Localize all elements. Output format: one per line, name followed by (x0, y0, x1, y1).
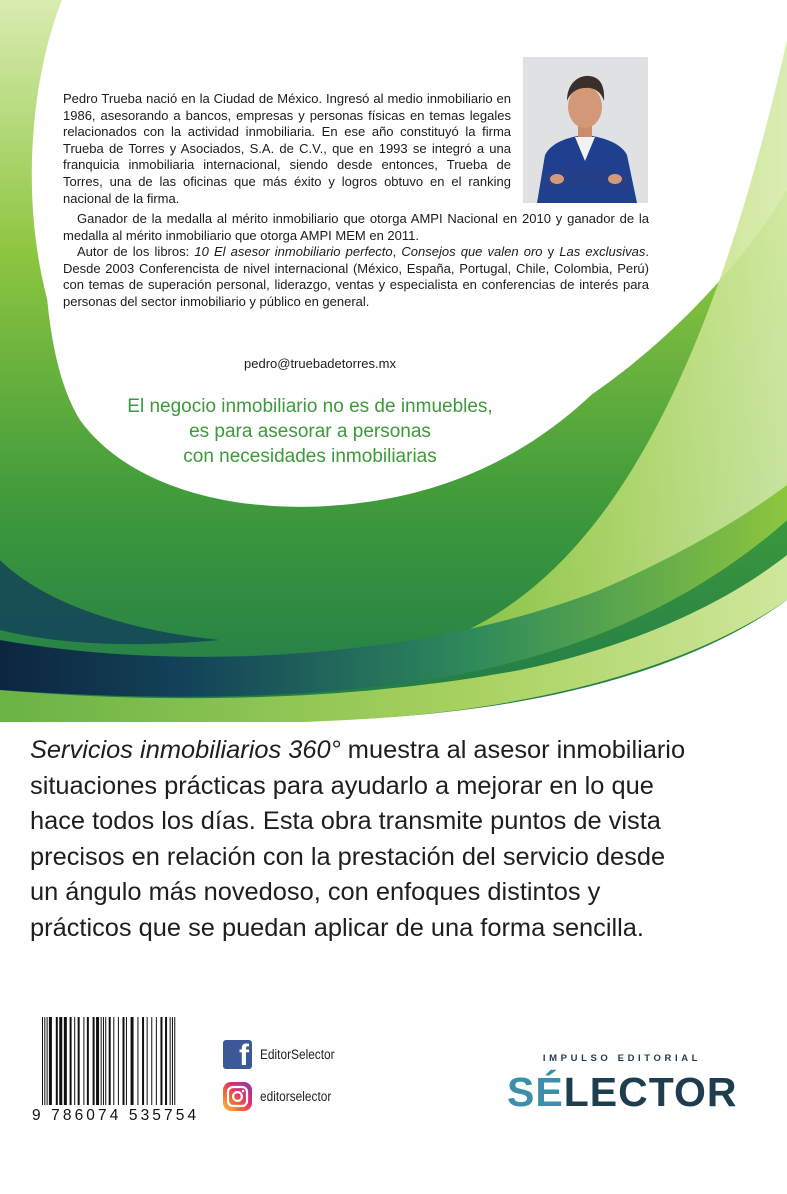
barcode-bar (83, 1017, 84, 1105)
barcode-bar (42, 1017, 43, 1105)
barcode-bar (87, 1017, 89, 1105)
publisher-tagline: IMPULSO EDITORIAL (542, 1053, 702, 1064)
author-bio (63, 91, 511, 207)
instagram-icon (223, 1082, 252, 1111)
barcode-bar (142, 1017, 144, 1105)
book-title: 10 El asesor inmobiliario perfecto (194, 244, 393, 260)
barcode-bar (44, 1017, 45, 1105)
quote-line: con necesidades inmobiliarias (183, 446, 437, 467)
barcode-bar (47, 1017, 48, 1105)
facebook-handle: EditorSelector (260, 1047, 335, 1062)
publisher-name-accent: SÉ (507, 1069, 564, 1115)
separator: , (392, 244, 402, 260)
barcode-bar (147, 1017, 148, 1105)
facebook-icon: f (223, 1040, 252, 1069)
barcode-bar (172, 1017, 173, 1105)
publisher-logo (507, 1053, 738, 1115)
isbn-digits: 9 786074 535754 (32, 1107, 200, 1124)
publisher-name (507, 1069, 738, 1115)
book-title: Consejos que valen oro (401, 244, 543, 260)
blurb-line: precisos en relación con la prestación del servicio desde (30, 842, 666, 871)
barcode-bar (174, 1017, 175, 1105)
barcode-bar (103, 1017, 104, 1105)
barcode-bar (70, 1017, 72, 1105)
quote-line: es para asesorar a personas (189, 421, 431, 442)
barcode-bar (105, 1017, 106, 1105)
barcode-bar (126, 1017, 127, 1105)
barcode-bar (59, 1017, 62, 1105)
barcode-bar (151, 1017, 152, 1105)
barcode-bar (56, 1017, 58, 1105)
publisher-name-rest: LECTOR (563, 1069, 738, 1115)
facebook-link[interactable] (223, 1040, 345, 1069)
book-blurb (30, 733, 760, 947)
books-intro: Autor de los libros: (77, 244, 195, 260)
bio-paragraph-3 (63, 244, 649, 310)
barcode-bar (101, 1017, 102, 1105)
barcode-bar (131, 1017, 134, 1105)
barcode-bars (28, 1015, 211, 1107)
blurb-line: prácticos que se puedan aplicar de una forma sencilla. (30, 913, 644, 942)
barcode-bar (93, 1017, 95, 1105)
bio-paragraph-2: Ganador de la medalla al mérito inmobiliario que otorga AMPI Nacional en 2010 y ganador de la medalla al mérito inmobiliario que otorga AMPI MEM en 2011. (63, 211, 649, 243)
pull-quote (90, 394, 530, 469)
blurb-text: muestra al asesor inmobiliario (340, 736, 686, 764)
barcode-bar (160, 1017, 162, 1105)
blurb-line (30, 733, 760, 769)
barcode-bar (123, 1017, 125, 1105)
quote-line: El negocio inmobiliario no es de inmuebles, (127, 396, 493, 417)
barcode-bar (78, 1017, 80, 1105)
barcode-bar (74, 1017, 75, 1105)
barcode-bar (118, 1017, 119, 1105)
barcode-bar (137, 1017, 138, 1105)
barcode (28, 1015, 211, 1127)
author-email[interactable]: pedro@truebadetorres.mx (244, 356, 396, 371)
barcode-bar (109, 1017, 111, 1105)
author-photo (523, 57, 648, 203)
separator: y (542, 244, 560, 260)
barcode-bar (64, 1017, 67, 1105)
barcode-bar (165, 1017, 167, 1105)
barcode-bar (49, 1017, 52, 1105)
barcode-bar (96, 1017, 99, 1105)
barcode-bar (156, 1017, 157, 1105)
book-title: Servicios inmobiliarios 360° (30, 736, 341, 764)
author-bio-continued (63, 211, 649, 311)
bio-paragraph-1: Pedro Trueba nació en la Ciudad de México. Ingresó al medio inmobiliario en 1986, asesorando a bancos, empresas y personas físicas en temas legales relacionados con la actividad inmobiliaria. En ese año constituyó la firma Trueba de Torres y Asociados, S.A. de C.V., que en 1993 se integró a una franquicia inmobiliaria internacional, siendo desde entonces, Trueba de Torres, una de las oficinas que más éxito y logros obtuvo en el ranking nacional de la firma. (63, 91, 511, 206)
bio-paragraph-3-rest: . Desde 2003 Conferencista de nivel internacional (México, España, Portugal, Chile, Colombia, Perú) con temas de superación personal, liderazgo, ventas y especialista en conferencias de interés para personas del sector inmobiliario y público en general. (63, 244, 649, 309)
instagram-link[interactable] (223, 1082, 341, 1111)
blurb-line: situaciones prácticas para ayudarlo a mejorar en lo que (30, 771, 654, 800)
instagram-handle: editorselector (260, 1089, 332, 1104)
barcode-bar (113, 1017, 114, 1105)
blurb-line: un ángulo más novedoso, con enfoques distintos y (30, 878, 601, 907)
barcode-bar (170, 1017, 171, 1105)
blurb-line: hace todos los días. Esta obra transmite puntos de vista (30, 807, 661, 836)
book-title: Las exclusivas (559, 244, 646, 260)
